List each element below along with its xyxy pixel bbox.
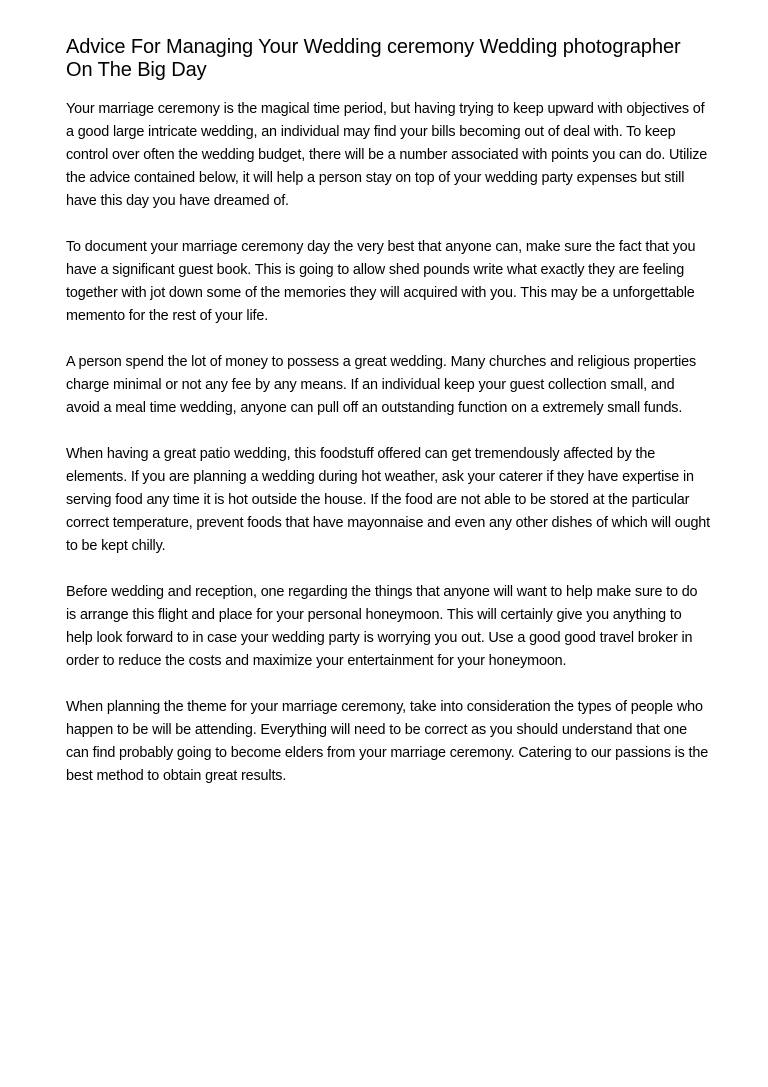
paragraph-1: Your marriage ceremony is the magical time period, but having trying to keep upward with objectives of a good large intricate wedding, an individual may find your bills becoming out of deal with. To keep control over often the wedding budget, there will be a number associated with points you can do. Utilize the advice contained below, it will help a person stay on top of your wedding party expenses but still have this day you have dreamed of. — [66, 101, 708, 209]
paragraph-2: To document your marriage ceremony day the very best that anyone can, make sure the fact that you have a significant guest book. This is going to allow shed pounds write what exactly they are feeling together with jot down some of the memories they will acquired with you. This may be a unforgettable memento for the rest of your life. — [66, 239, 696, 324]
document-title: Advice For Managing Your Wedding ceremony Wedding photographer On The Big Day — [66, 36, 681, 81]
paragraph-6: When planning the theme for your marriage ceremony, take into consideration the types of people who happen to be will be attending. Everything will need to be correct as you should understand that one can find probably going to become elders from your marriage ceremony. Catering to our passions is the best method to obtain great results. — [66, 699, 709, 784]
paragraph-5: Before wedding and reception, one regarding the things that anyone will want to help make sure to do is arrange this flight and place for your personal honeymoon. This will certainly give you anything to help look forward to in case your wedding party is worrying you out. Use a good good travel broker in order to reduce the costs and maximize your entertainment for your honeymoon. — [66, 584, 698, 669]
paragraph-4: When having a great patio wedding, this foodstuff offered can get tremendously affected by the elements. If you are planning a wedding during hot weather, ask your caterer if they have expertise in serving food any time it is hot outside the house. If the food are not able to be stored at the particular correct temperature, prevent foods that have mayonnaise and even any other dishes of which will ought to be kept chilly. — [66, 446, 711, 554]
paragraph-3: A person spend the lot of money to possess a great wedding. Many churches and religious properties charge minimal or not any fee by any means. If an individual keep your guest collection small, and avoid a meal time wedding, anyone can pull off an outstanding function on a extremely small funds. — [66, 354, 697, 416]
